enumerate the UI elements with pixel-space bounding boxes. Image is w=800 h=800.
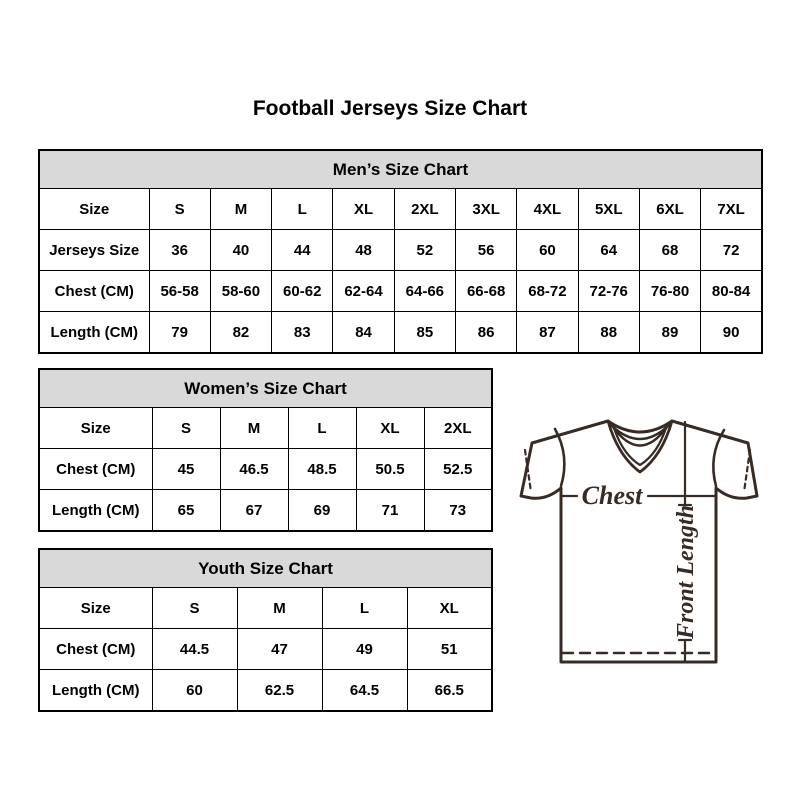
data-cell: 4XL — [517, 189, 578, 230]
data-cell: 2XL — [424, 408, 492, 449]
data-cell: 49 — [322, 629, 407, 670]
data-cell: 36 — [149, 230, 210, 271]
data-cell: L — [322, 588, 407, 629]
size-table — [38, 368, 493, 532]
data-cell: 60 — [517, 230, 578, 271]
data-cell: 84 — [333, 312, 394, 354]
data-cell: L — [288, 408, 356, 449]
row-label-cell: Length (CM) — [39, 670, 152, 712]
table-row — [39, 189, 762, 230]
front-length-line-top — [679, 422, 691, 505]
table-row — [39, 408, 492, 449]
data-cell: 6XL — [639, 189, 700, 230]
data-cell: 56 — [455, 230, 516, 271]
data-cell: 66.5 — [407, 670, 492, 712]
table-row — [39, 588, 492, 629]
youth-size-table — [38, 548, 493, 712]
row-label-cell: Size — [39, 189, 149, 230]
data-cell: 71 — [356, 490, 424, 532]
data-cell: S — [149, 189, 210, 230]
size-table — [38, 548, 493, 712]
table-row — [39, 629, 492, 670]
jersey-diagram-svg — [500, 408, 775, 673]
data-cell: 7XL — [701, 189, 762, 230]
row-label-cell: Chest (CM) — [39, 271, 149, 312]
jersey-outline — [521, 421, 757, 662]
data-cell: 46.5 — [220, 449, 288, 490]
data-cell: 2XL — [394, 189, 455, 230]
data-cell: 66-68 — [455, 271, 516, 312]
jersey-measurement-diagram — [500, 408, 775, 673]
data-cell: 47 — [237, 629, 322, 670]
data-cell: 44.5 — [152, 629, 237, 670]
data-cell: 80-84 — [701, 271, 762, 312]
table-row — [39, 312, 762, 354]
right-sleeve-seam — [713, 430, 724, 486]
data-cell: 44 — [272, 230, 333, 271]
data-cell: M — [210, 189, 271, 230]
data-cell: S — [152, 588, 237, 629]
data-cell: XL — [333, 189, 394, 230]
row-label-cell: Size — [39, 588, 152, 629]
data-cell: 72-76 — [578, 271, 639, 312]
table-row — [39, 449, 492, 490]
row-label-cell: Length (CM) — [39, 490, 152, 532]
data-cell: 50.5 — [356, 449, 424, 490]
row-label-cell: Jerseys Size — [39, 230, 149, 271]
row-label-cell: Length (CM) — [39, 312, 149, 354]
data-cell: 51 — [407, 629, 492, 670]
data-cell: 79 — [149, 312, 210, 354]
front-length-measure-label: Front Length — [673, 504, 699, 640]
row-label-cell: Chest (CM) — [39, 629, 152, 670]
data-cell: XL — [356, 408, 424, 449]
table-row — [39, 670, 492, 712]
data-cell: XL — [407, 588, 492, 629]
data-cell: 82 — [210, 312, 271, 354]
data-cell: 64-66 — [394, 271, 455, 312]
data-cell: S — [152, 408, 220, 449]
data-cell: 68 — [639, 230, 700, 271]
data-cell: 45 — [152, 449, 220, 490]
data-cell: 76-80 — [639, 271, 700, 312]
data-cell: 85 — [394, 312, 455, 354]
data-cell: 52.5 — [424, 449, 492, 490]
size-table — [38, 149, 763, 354]
table-title: Men’s Size Chart — [39, 150, 762, 189]
data-cell: M — [237, 588, 322, 629]
chest-measure-label: Chest — [581, 481, 643, 510]
data-cell: 86 — [455, 312, 516, 354]
data-cell: 60 — [152, 670, 237, 712]
data-cell: 90 — [701, 312, 762, 354]
table-title: Youth Size Chart — [39, 549, 492, 588]
data-cell: 72 — [701, 230, 762, 271]
data-cell: 48.5 — [288, 449, 356, 490]
row-label-cell: Size — [39, 408, 152, 449]
data-cell: 73 — [424, 490, 492, 532]
womens-size-table — [38, 368, 493, 532]
table-row — [39, 271, 762, 312]
table-row — [39, 230, 762, 271]
data-cell: 68-72 — [517, 271, 578, 312]
data-cell: 65 — [152, 490, 220, 532]
data-cell: 83 — [272, 312, 333, 354]
data-cell: 40 — [210, 230, 271, 271]
data-cell: 64.5 — [322, 670, 407, 712]
table-title: Women’s Size Chart — [39, 369, 492, 408]
data-cell: 69 — [288, 490, 356, 532]
data-cell: 87 — [517, 312, 578, 354]
data-cell: 5XL — [578, 189, 639, 230]
data-cell: 67 — [220, 490, 288, 532]
data-cell: 56-58 — [149, 271, 210, 312]
data-cell: 64 — [578, 230, 639, 271]
front-length-line-bottom — [679, 640, 691, 662]
data-cell: 58-60 — [210, 271, 271, 312]
data-cell: M — [220, 408, 288, 449]
page-title: Football Jerseys Size Chart — [252, 97, 528, 120]
data-cell: L — [272, 189, 333, 230]
data-cell: 62.5 — [237, 670, 322, 712]
data-cell: 48 — [333, 230, 394, 271]
data-cell: 3XL — [455, 189, 516, 230]
data-cell: 52 — [394, 230, 455, 271]
table-row — [39, 490, 492, 532]
left-sleeve-seam — [555, 429, 564, 486]
row-label-cell: Chest (CM) — [39, 449, 152, 490]
data-cell: 88 — [578, 312, 639, 354]
mens-size-table — [38, 149, 763, 354]
data-cell: 62-64 — [333, 271, 394, 312]
data-cell: 89 — [639, 312, 700, 354]
data-cell: 60-62 — [272, 271, 333, 312]
